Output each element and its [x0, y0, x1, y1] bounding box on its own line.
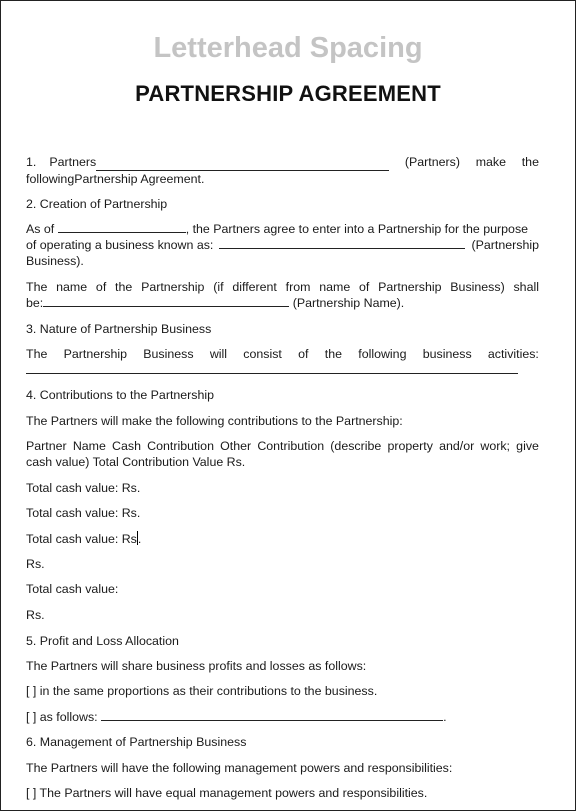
be-label: be: — [26, 296, 44, 310]
section-3-line-1 — [26, 346, 539, 363]
activities-blank[interactable] — [26, 362, 518, 374]
section-1-label: Partners — [49, 155, 97, 169]
section-4-intro: The Partners will make the following contributions to the Partnership: — [26, 414, 403, 428]
section-1-line-2: followingPartnership Agreement. — [26, 172, 205, 186]
allocation-blank[interactable] — [101, 709, 443, 721]
as-follows-label: [ ] as follows: — [26, 710, 98, 724]
partnership-label: (Partnership — [471, 238, 539, 252]
section-2-para-1-line-1 — [26, 221, 539, 238]
section-2-para-2-line-1 — [26, 279, 539, 296]
section-1-line-1 — [26, 154, 539, 171]
section-5-option-2[interactable] — [26, 709, 539, 726]
section-5-option-1[interactable]: [ ] in the same proportions as their contributions to the business. — [26, 684, 378, 698]
total-cash-value-4: Total cash value: — [26, 582, 119, 596]
document-title: PARTNERSHIP AGREEMENT — [135, 81, 441, 106]
as-of-label: As of — [26, 222, 55, 236]
s3-word: consist — [243, 347, 282, 361]
partners-blank[interactable] — [96, 159, 389, 171]
section-2-heading: 2. Creation of Partnership — [26, 197, 168, 211]
business-name-blank[interactable] — [219, 237, 465, 249]
section-5-heading: 5. Profit and Loss Allocation — [26, 634, 179, 648]
section-5-intro: The Partners will share business profits and losses as follows: — [26, 659, 367, 673]
s3-word: Partnership — [63, 347, 127, 361]
rs-line-1: Rs. — [26, 557, 45, 571]
s3-word: following — [358, 347, 407, 361]
section-1-number: 1. — [26, 155, 37, 169]
s3-word: of — [298, 347, 309, 361]
total-cash-value-3 — [26, 531, 539, 548]
partnership-name-label: (Partnership Name). — [292, 296, 405, 310]
as-follows-end: . — [443, 710, 447, 724]
date-blank[interactable] — [58, 221, 186, 233]
rs-line-2: Rs. — [26, 608, 45, 622]
section-4-table-line-1: Partner Name Cash Contribution Other Contribution (describe property and/or work; give — [26, 439, 539, 453]
section-1-tail-word: the — [521, 155, 539, 169]
total-cash-value-3-text: Total cash value: Rs — [26, 532, 137, 546]
section-6-option-1[interactable]: [ ] The Partners will have equal management powers and responsibilities. — [26, 786, 428, 800]
letterhead-placeholder: Letterhead Spacing — [153, 32, 423, 64]
section-3-line-2 — [26, 362, 539, 379]
as-of-rest: , the Partners agree to enter into a Partnership for the purpose — [185, 222, 529, 236]
business-known-label: of operating a business known as: — [26, 238, 214, 252]
partnership-name-blank[interactable] — [43, 295, 289, 307]
section-2-para-1-line-2 — [26, 237, 539, 254]
section-1-tail-word: (Partners) — [404, 155, 460, 169]
total-cash-value-2: Total cash value: Rs. — [26, 506, 141, 520]
total-cash-value-1: Total cash value: Rs. — [26, 481, 141, 495]
s3-word: Business — [143, 347, 194, 361]
s3-word: will — [209, 347, 228, 361]
para-2-words: The name of the Partnership (if different from name of Partnership Business) shall — [26, 280, 539, 294]
s3-word: the — [324, 347, 342, 361]
s3-word: business — [422, 347, 472, 361]
section-1-tail-word: make — [475, 155, 507, 169]
section-4-heading: 4. Contributions to the Partnership — [26, 388, 215, 402]
section-2-para-1-line-3: Business). — [26, 254, 84, 268]
s3-word: activities: — [487, 347, 539, 361]
section-4-table-line-2: cash value) Total Contribution Value Rs. — [26, 455, 246, 469]
section-6-heading: 6. Management of Partnership Business — [26, 735, 247, 749]
total-cash-value-3-tail: . — [137, 532, 142, 546]
section-6-intro: The Partners will have the following management powers and responsibilities: — [26, 761, 453, 775]
section-3-heading: 3. Nature of Partnership Business — [26, 322, 212, 336]
section-2-para-2-line-2 — [26, 295, 539, 312]
s3-word: The — [26, 347, 48, 361]
